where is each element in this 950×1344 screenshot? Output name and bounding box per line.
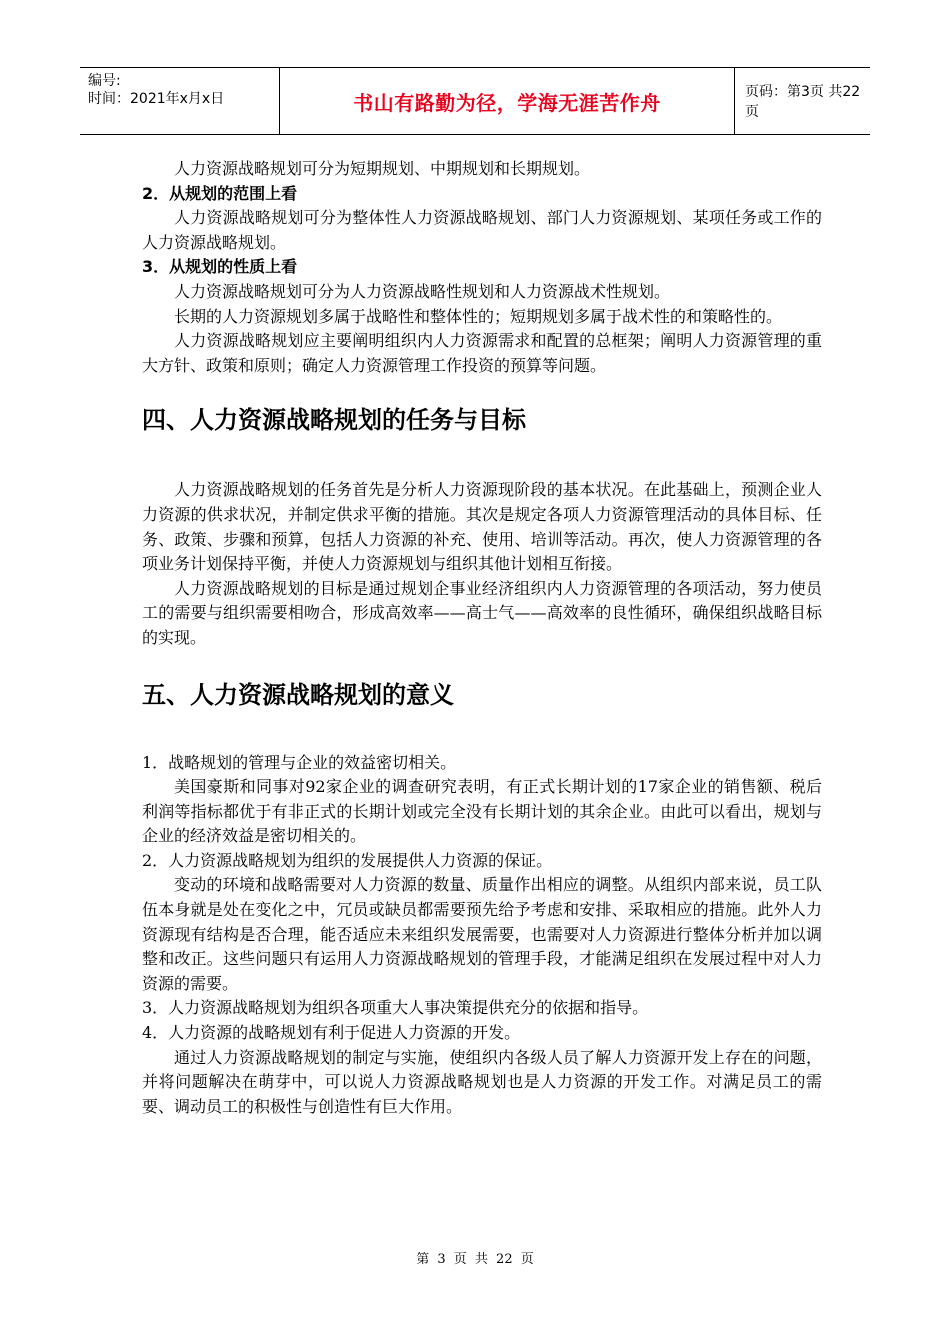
- paragraph: 人力资源战略规划的任务首先是分析人力资源现阶段的基本状况。在此基础上，预测企业人力资源的供求状况，并制定供求平衡的措施。其次是规定各项人力资源管理活动的具体目标、任务、政策、步骤和预算，包括人力资源的补充、使用、培训等活动。再次，使人力资源管理的各项业务计划保持平衡，并使人力资源规划与组织其他计划相互衔接。: [142, 480, 822, 574]
- page-footer: 第 3 页 共 22 页: [416, 1252, 534, 1267]
- document-time: 时间：2021年x月x日: [88, 91, 225, 107]
- paragraph: 长期的人力资源规划多属于战略性和整体性的；短期规划多属于战术性的和策略性的。: [174, 306, 783, 326]
- paragraph: 人力资源战略规划可分为短期规划、中期规划和长期规划。: [174, 159, 591, 178]
- subheading: 2．从规划的范围上看: [142, 183, 298, 203]
- paragraph: 人力资源战略规划可分为人力资源战略性规划和人力资源战术性规划。: [174, 281, 671, 301]
- numbered-item: 3．人力资源战略规划为组织各项重大人事决策提供充分的依据和指导。: [142, 998, 649, 1018]
- subheading: 3．从规划的性质上看: [142, 257, 298, 277]
- document-body: [142, 157, 822, 1119]
- header-page-info: 页码：第3页 共22页: [745, 84, 861, 120]
- paragraph: 变动的环境和战略需要对人力资源的数量、质量作出相应的调整。从组织内部来说，员工队伍本身就是处在变化之中，冗员或缺员都需要预先给予考虑和安排、采取相应的措施。此外人力资源现有结构是否合理，能否适应未来组织发展需要，也需要对人力资源进行整体分析并加以调整和改正。这些问题只有运用人力资源战略规划的管理手段，才能满足组织在发展过程中对人力资源的需要。: [142, 875, 822, 993]
- paragraph: 通过人力资源战略规划的制定与实施，使组织内各级人员了解人力资源开发上存在的问题，并将问题解决在萌芽中，可以说人力资源战略规划也是人力资源的开发工作。对满足员工的需要、调动员工的积极性与创造性有巨大作用。: [142, 1047, 822, 1116]
- paragraph: 人力资源战略规划可分为整体性人力资源战略规划、部门人力资源规划、某项任务或工作的人力资源战略规划。: [142, 208, 822, 252]
- page-header: [80, 67, 870, 135]
- numbered-item: 4．人力资源的战略规划有利于促进人力资源的开发。: [142, 1023, 521, 1043]
- section-heading-5: 五、人力资源战略规划的意义: [142, 680, 454, 709]
- section-heading-4: 四、人力资源战略规划的任务与目标: [142, 406, 526, 435]
- paragraph: 美国豪斯和同事对92家企业的调查研究表明，有正式长期计划的17家企业的销售额、税后利润等指标都优于有非正式的长期计划或完全没有长期计划的其余企业。由此可以看出，规划与企业的经济效益是密切相关的。: [142, 777, 822, 846]
- paragraph: 人力资源战略规划应主要阐明组织内人力资源需求和配置的总框架；阐明人力资源管理的重大方针、政策和原则；确定人力资源管理工作投资的预算等问题。: [142, 331, 822, 375]
- numbered-item: 1．战略规划的管理与企业的效益密切相关。: [142, 752, 457, 772]
- numbered-item: 2．人力资源战略规划为组织的发展提供人力资源的保证。: [142, 850, 553, 870]
- header-motto: 书山有路勤为径，学海无涯苦作舟: [280, 68, 735, 134]
- document-number-label: 编号:: [88, 73, 121, 89]
- paragraph: 人力资源战略规划的目标是通过规划企事业经济组织内人力资源管理的各项活动，努力使员工的需要与组织需要相吻合，形成高效率——高士气——高效率的良性循环，确保组织战略目标的实现。: [142, 578, 822, 647]
- header-meta: [80, 68, 280, 134]
